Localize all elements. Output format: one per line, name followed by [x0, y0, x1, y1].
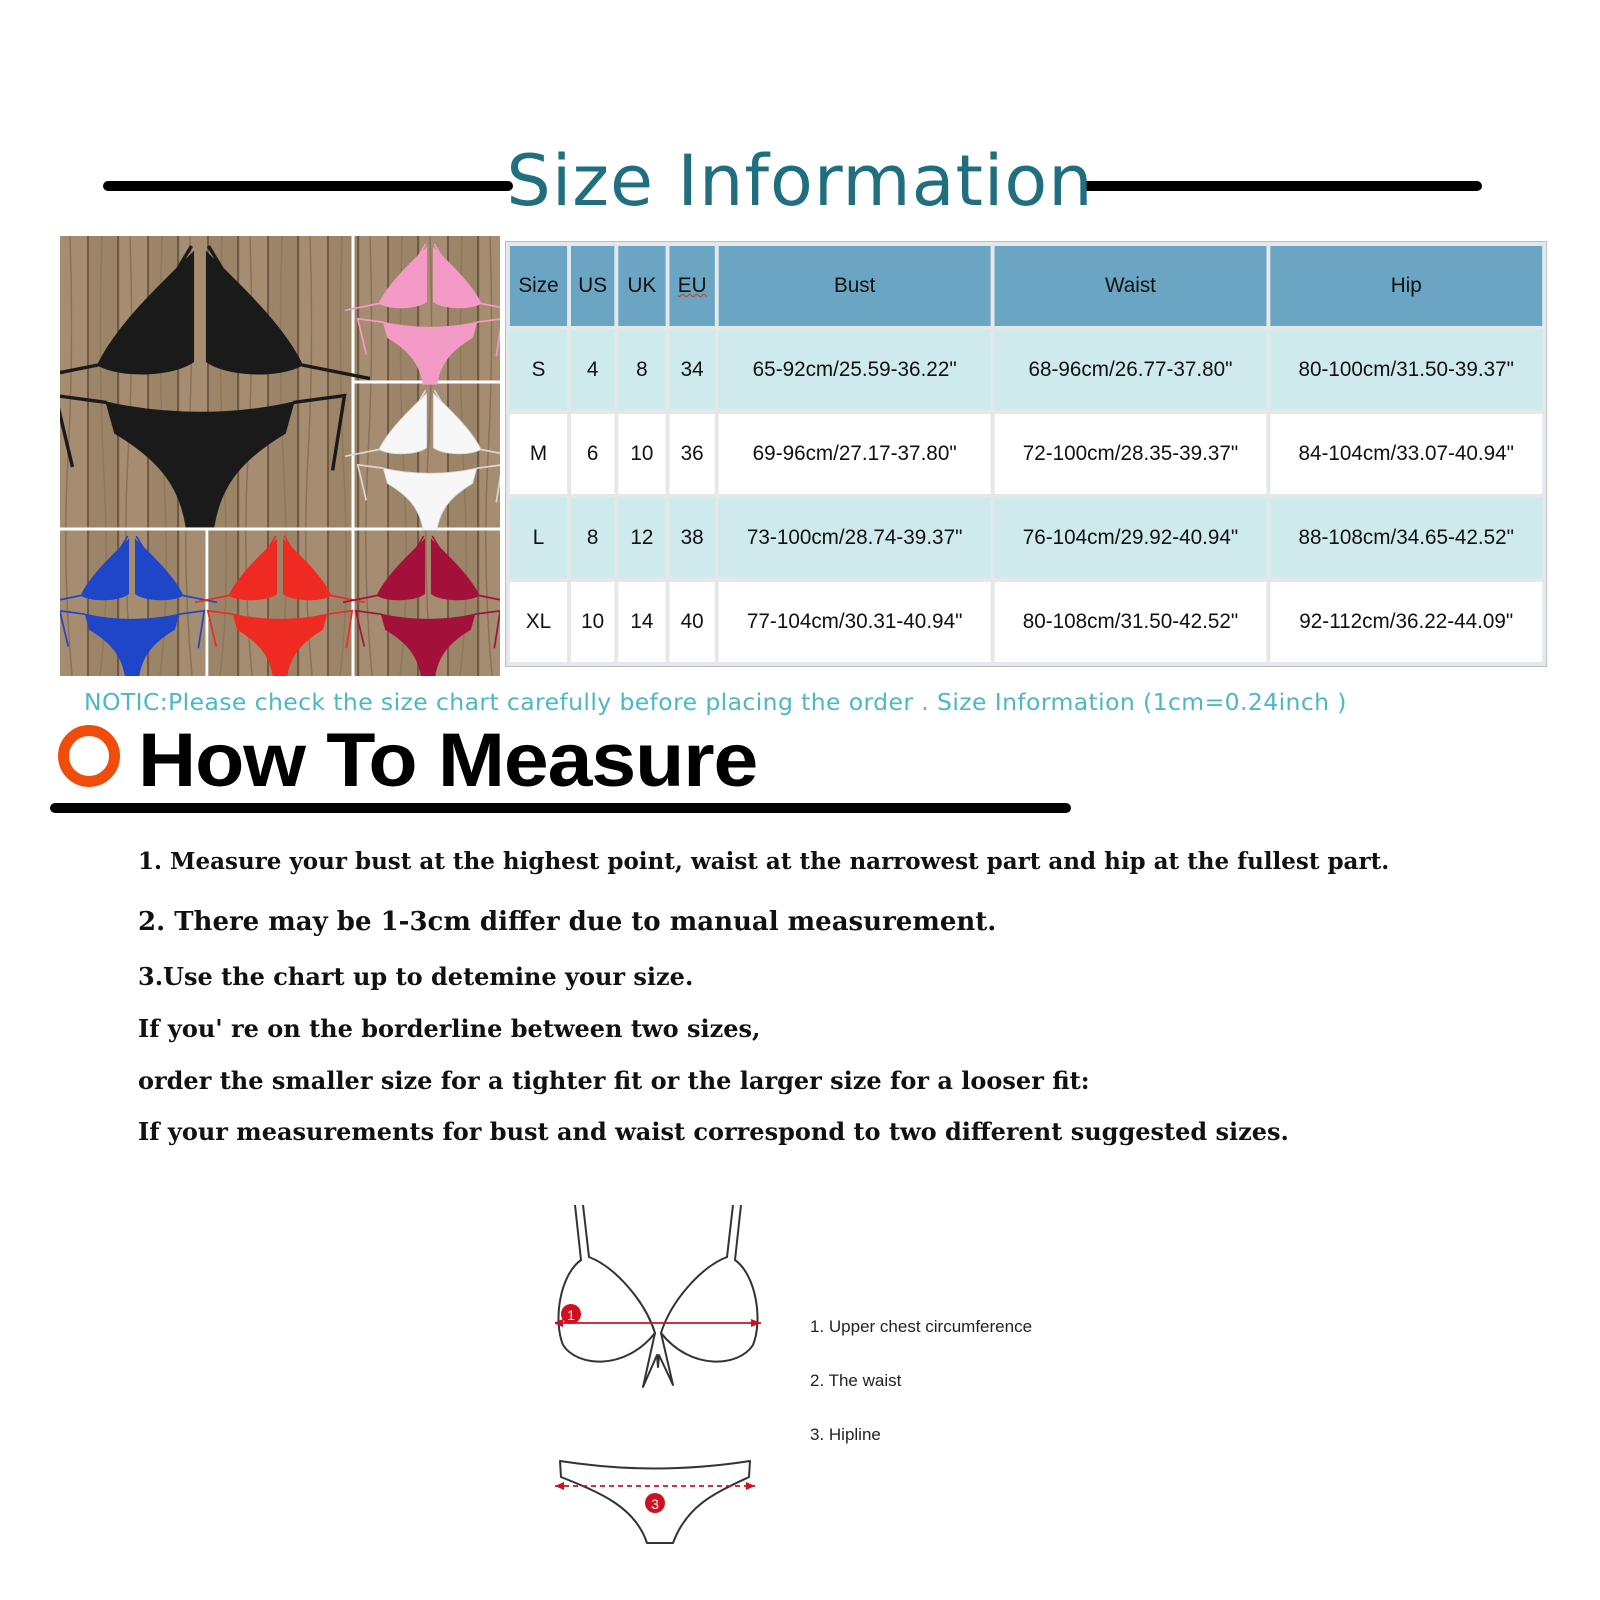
cell-bust: 65-92cm/25.59-36.22"	[719, 330, 991, 410]
instruction-line: 3.Use the chart up to detemine your size.	[138, 962, 694, 991]
cell-size: S	[510, 330, 567, 410]
cell-uk: 12	[618, 498, 665, 578]
cell-us: 10	[571, 582, 614, 662]
cell-us: 4	[571, 330, 614, 410]
hip-marker-label: 3	[651, 1496, 659, 1512]
legend-waist: 2. The waist	[810, 1371, 902, 1390]
orange-ring-icon	[58, 725, 120, 787]
cell-bust: 73-100cm/28.74-39.37"	[719, 498, 991, 578]
cell-us: 8	[571, 498, 614, 578]
legend-upper-chest: 1. Upper chest circumference	[810, 1317, 1033, 1336]
measure-heading: How To Measure	[138, 718, 758, 803]
hip-marker	[645, 1493, 665, 1513]
cell-eu: 36	[669, 414, 714, 494]
header-size: Size	[510, 246, 567, 326]
header-eu	[669, 246, 714, 326]
instruction-line: 1. Measure your bust at the highest point, waist at the narrowest part and hip at the fullest part.	[138, 848, 1390, 875]
table-row	[510, 498, 1542, 578]
cell-waist: 80-108cm/31.50-42.52"	[995, 582, 1267, 662]
cell-uk: 14	[618, 582, 665, 662]
cell-bust: 69-96cm/27.17-37.80"	[719, 414, 991, 494]
cell-us: 6	[571, 414, 614, 494]
product-photo-collage	[60, 236, 500, 676]
cell-bust: 77-104cm/30.31-40.94"	[719, 582, 991, 662]
legend-hipline: 3. Hipline	[810, 1425, 881, 1444]
cell-eu: 40	[669, 582, 714, 662]
cell-hip: 84-104cm/33.07-40.94"	[1270, 414, 1542, 494]
cell-hip: 80-100cm/31.50-39.37"	[1270, 330, 1542, 410]
cell-eu: 38	[669, 498, 714, 578]
cell-eu: 34	[669, 330, 714, 410]
header-bust: Bust	[719, 246, 991, 326]
measurement-diagram	[555, 1205, 785, 1555]
bust-marker-label: 1	[567, 1307, 575, 1323]
cell-waist: 68-96cm/26.77-37.80"	[995, 330, 1267, 410]
instruction-line: If your measurements for bust and waist correspond to two different suggested sizes.	[138, 1117, 1289, 1146]
cell-size: L	[510, 498, 567, 578]
header-hip: Hip	[1270, 246, 1542, 326]
instruction-line: 2. There may be 1-3cm differ due to manual measurement.	[138, 907, 997, 937]
size-chart-table	[505, 241, 1547, 667]
header-us: US	[571, 246, 614, 326]
table-row	[510, 330, 1542, 410]
cell-waist: 76-104cm/29.92-40.94"	[995, 498, 1267, 578]
cell-uk: 8	[618, 330, 665, 410]
cell-size: M	[510, 414, 567, 494]
instruction-line: If you' re on the borderline between two sizes,	[138, 1014, 761, 1043]
header-uk: UK	[618, 246, 665, 326]
cell-size: XL	[510, 582, 567, 662]
cell-uk: 10	[618, 414, 665, 494]
size-notice: NOTIC:Please check the size chart carefully before placing the order . Size Information (1cm=0.24inch )	[84, 688, 1347, 716]
measure-heading-rule	[50, 803, 1071, 813]
header-eu-label: EU	[677, 274, 707, 297]
bust-marker	[561, 1304, 581, 1324]
instruction-line: order the smaller size for a tighter fit or the larger size for a looser fit:	[138, 1066, 1090, 1095]
cell-hip: 88-108cm/34.65-42.52"	[1270, 498, 1542, 578]
table-header-row	[510, 246, 1542, 326]
cell-waist: 72-100cm/28.35-39.37"	[995, 414, 1267, 494]
page-title: Size Information	[506, 140, 1094, 222]
cell-hip: 92-112cm/36.22-44.09"	[1270, 582, 1542, 662]
header-waist: Waist	[995, 246, 1267, 326]
table-row	[510, 414, 1542, 494]
title-rule-left	[103, 181, 513, 191]
table-row	[510, 582, 1542, 662]
title-rule-right	[1082, 181, 1482, 191]
